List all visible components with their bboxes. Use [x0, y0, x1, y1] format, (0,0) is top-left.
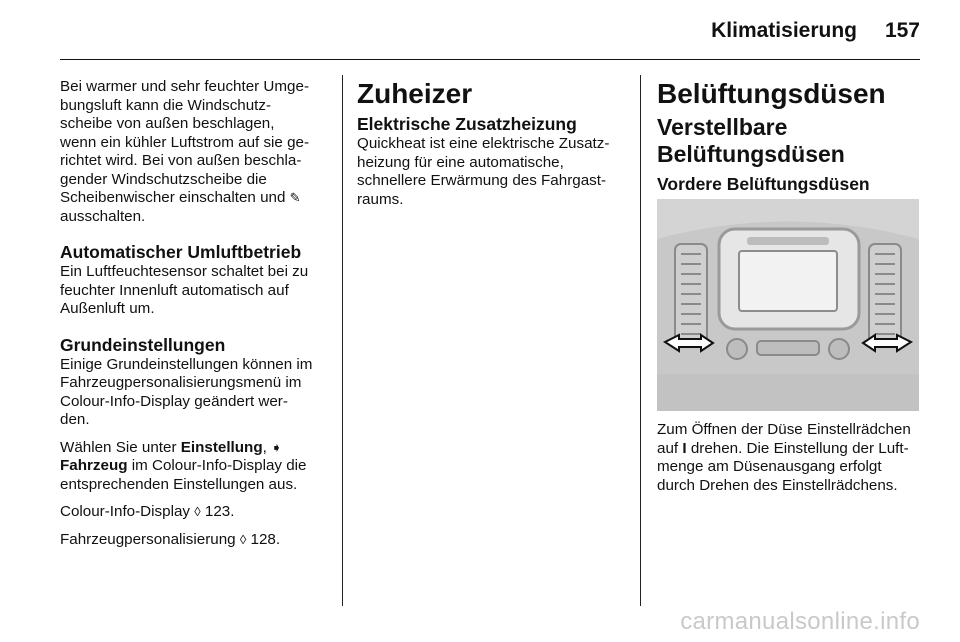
text-line: gender Windschutzscheibe die	[60, 170, 267, 188]
wiper-icon: ✎	[289, 190, 301, 205]
text-line: Quickheat ist eine elektrische Zusatz-	[357, 135, 610, 152]
left-vent-louvres	[675, 244, 707, 344]
text-line: schnellere Erwärmung des Fahrgast-	[357, 172, 607, 189]
text-fragment: im Colour-Info-Display die	[131, 457, 307, 474]
text-line: ausschalten.	[60, 207, 146, 225]
chapter-title: Klimatisierung	[711, 19, 857, 42]
auto-recirculation-paragraph	[60, 263, 328, 319]
text-line: durch Drehen des Einstellrädchens.	[657, 476, 898, 494]
reference-text: Fahrzeugpersonalisierung	[60, 530, 236, 548]
text-line: bungsluft kann die Windschutz-	[60, 96, 272, 114]
open-position-symbol: I	[682, 439, 687, 457]
heading-air-vents: Belüftungsdüsen	[657, 78, 886, 109]
menu-term-vehicle: Fahrzeug	[60, 457, 128, 474]
text-line: Ein Luftfeuchtesensor schaltet bei zu	[60, 263, 309, 280]
page-header	[0, 0, 960, 60]
text-fragment: drehen. Die Einstellung der Luft-	[690, 439, 909, 457]
text-fragment: ,	[262, 438, 267, 456]
text-line: wenn ein kühler Luftstrom auf sie ge-	[60, 133, 310, 151]
text-line: Einige Grundeinstellungen können im	[60, 355, 313, 373]
text-line: menge am Düsenausgang erfolgt	[657, 458, 882, 475]
right-vent-louvres	[869, 244, 901, 344]
text-line: entsprechenden Einstellungen aus.	[60, 475, 298, 493]
text-line: heizung für eine automatische,	[357, 153, 564, 171]
heading-adjustable-vents	[657, 114, 923, 168]
column-left	[60, 78, 328, 558]
text-line: Außenluft um.	[60, 300, 155, 317]
text-line: Colour-Info-Display geändert wer-	[60, 392, 288, 410]
text-line	[657, 440, 923, 459]
intro-paragraph	[60, 78, 328, 226]
reference-page: 128.	[250, 530, 281, 548]
electric-heater-paragraph	[357, 135, 623, 209]
display-screen	[739, 251, 837, 311]
text-line: feuchter Innenluft automatisch auf	[60, 281, 289, 299]
text-line	[60, 189, 328, 208]
dashboard-vent-illustration	[657, 199, 919, 411]
column-divider-2	[640, 75, 641, 606]
arrow-right-icon: ➧	[271, 439, 282, 455]
watermark: carmanualsonline.info	[680, 608, 920, 635]
text-fragment: auf	[657, 439, 679, 457]
column-right	[657, 78, 923, 504]
text-line	[60, 439, 328, 458]
vent-caption	[657, 421, 923, 495]
page-number: 157	[884, 19, 920, 42]
heading-auxiliary-heater: Zuheizer	[357, 78, 473, 109]
reference-page: 123.	[204, 503, 235, 520]
heading-auto-recirculation: Automatischer Umluftbetrieb	[60, 242, 302, 262]
text-line: den.	[60, 411, 90, 428]
lower-console	[657, 374, 919, 411]
text-line: Fahrzeugpersonalisierungsmenü im	[60, 374, 302, 391]
text-line: raums.	[357, 190, 404, 208]
text-line: Zum Öffnen der Düse Einstellrädchen	[657, 421, 911, 438]
text-line: Belüftungsdüsen	[657, 141, 845, 167]
page-reference-icon: ◊	[194, 504, 201, 519]
header-divider	[60, 59, 920, 60]
text-fragment: Scheibenwischer einschalten und	[60, 189, 286, 206]
basic-settings-paragraph	[60, 356, 328, 430]
text-line: Bei warmer und sehr feuchter Umge-	[60, 78, 310, 95]
page-reference-icon: ◊	[239, 531, 247, 547]
reference-colour-info-display[interactable]	[60, 503, 328, 522]
select-settings-paragraph	[60, 439, 328, 495]
menu-term-settings: Einstellung	[180, 438, 263, 456]
column-middle	[357, 78, 623, 218]
top-button-strip	[747, 237, 829, 245]
text-line: scheibe von außen beschlagen,	[60, 115, 275, 132]
heading-front-vents: Vordere Belüftungsdüsen	[657, 174, 870, 194]
control-knobs	[727, 339, 849, 359]
text-line: richtet wird. Bei von außen beschla-	[60, 152, 302, 169]
reference-vehicle-personalization[interactable]	[60, 531, 328, 550]
vent-diagram-svg	[657, 199, 919, 411]
column-divider-1	[342, 75, 343, 606]
reference-text: Colour-Info-Display	[60, 503, 190, 520]
text-line	[60, 457, 328, 476]
text-fragment: Wählen Sie unter	[60, 438, 177, 456]
heading-basic-settings: Grundeinstellungen	[60, 334, 226, 355]
text-line: Verstellbare	[657, 114, 788, 140]
heading-electric-heater: Elektrische Zusatzheizung	[357, 114, 577, 134]
